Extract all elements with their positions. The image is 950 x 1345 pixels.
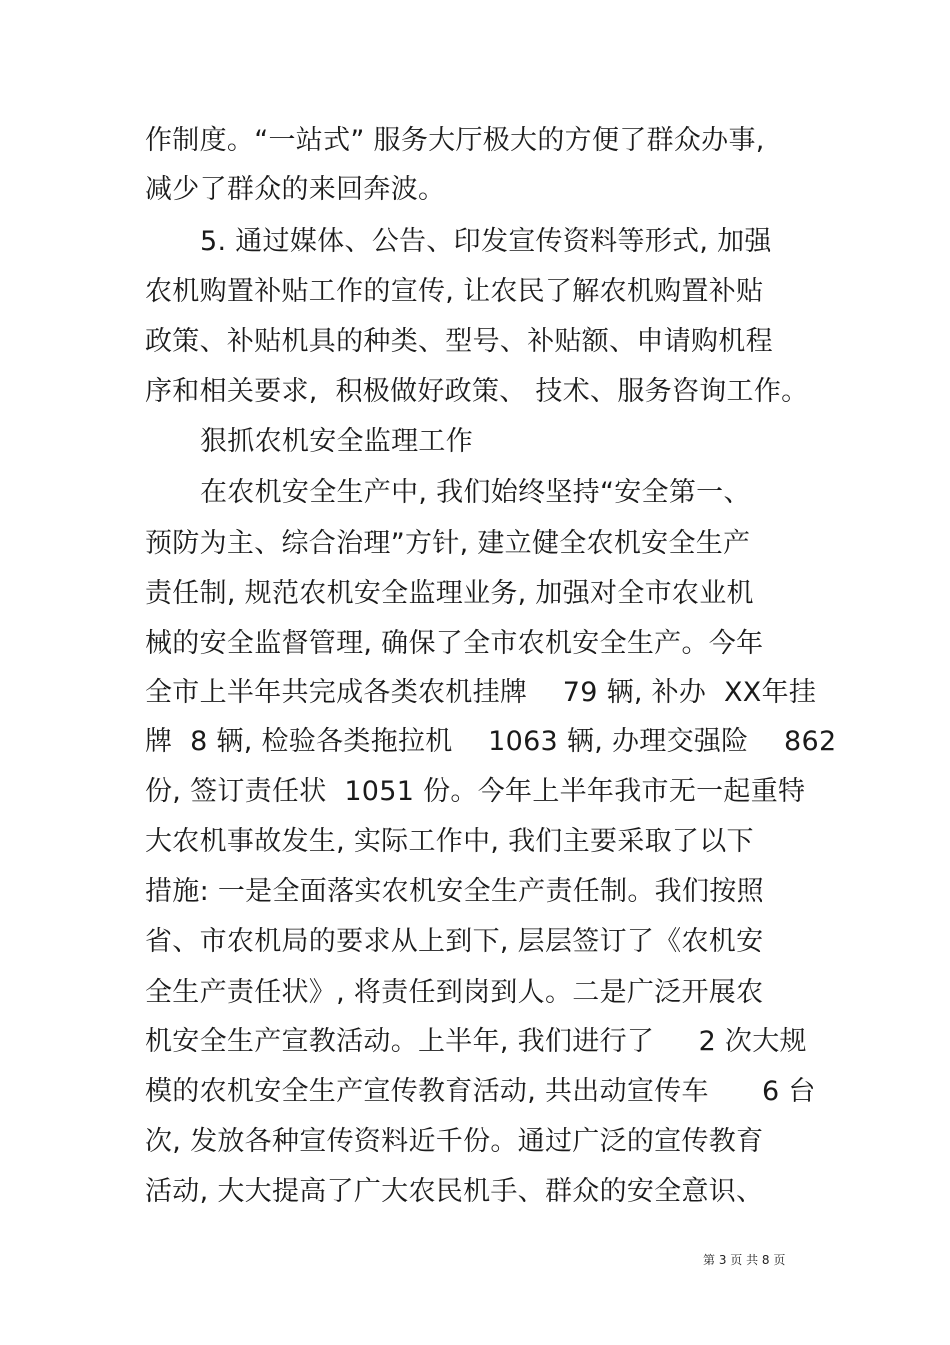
text-line: 机安全生产宣教活动。上半年, 我们进行了 2 次大规 bbox=[145, 1026, 807, 1057]
text-line: 械的安全监督管理, 确保了全市农机安全生产。今年 bbox=[145, 628, 764, 659]
text-line: 序和相关要求, 积极做好政策、 技术、服务咨询工作。 bbox=[145, 376, 809, 407]
text-line: 作制度。“一站式” 服务大厅极大的方便了群众办事, bbox=[145, 125, 765, 156]
page-number: 第 3 页 共 8 页 bbox=[703, 1253, 786, 1267]
text-line: 活动, 大大提高了广大农民机手、群众的安全意识、 bbox=[145, 1176, 764, 1207]
text-line: 预防为主、综合治理”方针, 建立健全农机安全生产 bbox=[145, 528, 751, 559]
text-line: 农机购置补贴工作的宣传, 让农民了解农机购置补贴 bbox=[145, 276, 764, 307]
text-line: 次, 发放各种宣传资料近千份。通过广泛的宣传教育 bbox=[145, 1126, 764, 1157]
text-line: 全生产责任状》, 将责任到岗到人。二是广泛开展农 bbox=[145, 977, 764, 1008]
text-line: 政策、补贴机具的种类、型号、补贴额、申请购机程 bbox=[145, 326, 773, 357]
text-line: 责任制, 规范农机安全监理业务, 加强对全市农业机 bbox=[145, 578, 754, 609]
text-line: 省、市农机局的要求从上到下, 层层签订了《农机安 bbox=[145, 926, 764, 957]
text-line: 全市上半年共完成各类农机挂牌 79 辆, 补办 XX年挂 bbox=[145, 677, 817, 708]
text-line: 减少了群众的来回奔波。 bbox=[145, 174, 446, 205]
text-line: 在农机安全生产中, 我们始终坚持“安全第一、 bbox=[200, 477, 751, 508]
text-line: 模的农机安全生产宣传教育活动, 共出动宣传车 6 台 bbox=[145, 1076, 816, 1107]
text-line: 牌 8 辆, 检验各类拖拉机 1063 辆, 办理交强险 862 bbox=[145, 726, 837, 757]
text-line: 份, 签订责任状 1051 份。今年上半年我市无一起重特 bbox=[145, 776, 806, 807]
section-heading: 狠抓农机安全监理工作 bbox=[200, 426, 473, 457]
text-line: 大农机事故发生, 实际工作中, 我们主要采取了以下 bbox=[145, 826, 754, 857]
text-line: 措施: 一是全面落实农机安全生产责任制。我们按照 bbox=[145, 876, 764, 907]
text-line: 5. 通过媒体、公告、印发宣传资料等形式, 加强 bbox=[200, 226, 772, 257]
